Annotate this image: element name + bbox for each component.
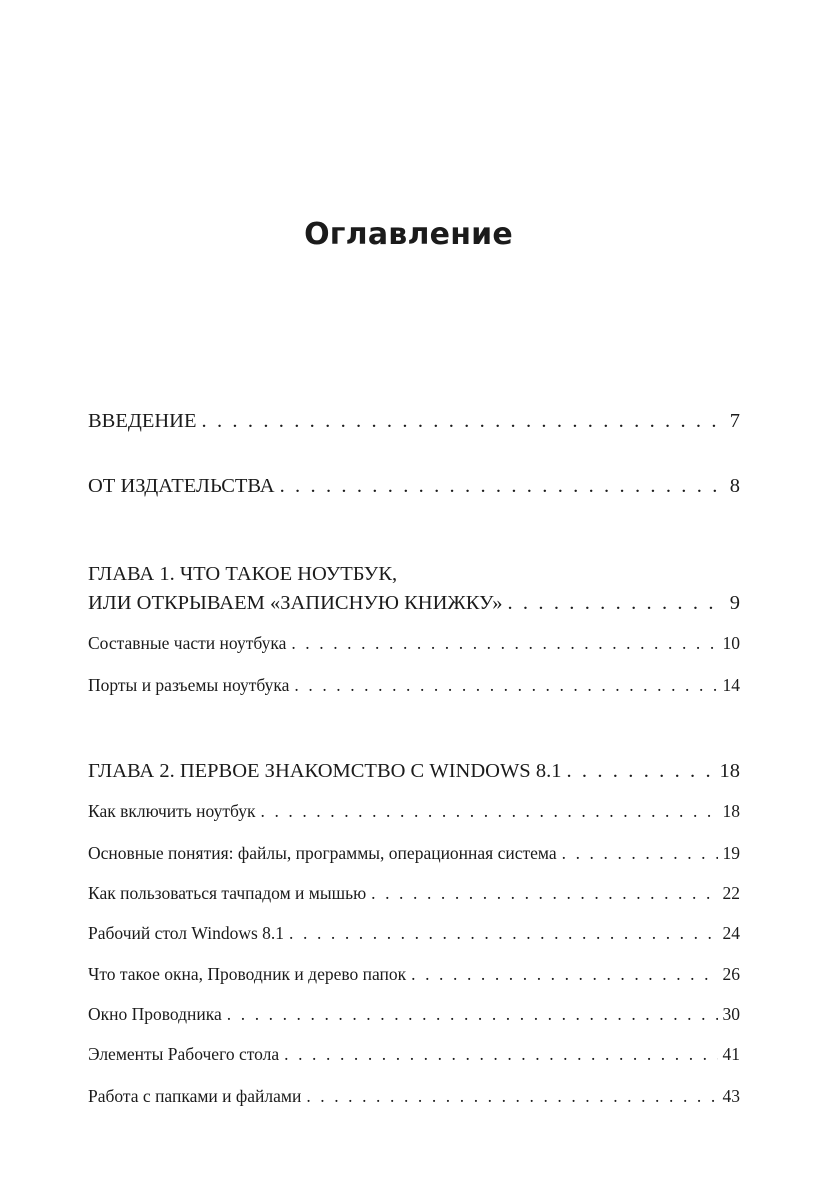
toc-entry-label: Работа с папками и файлами bbox=[88, 1086, 302, 1106]
toc-entry-section[interactable] bbox=[88, 1003, 740, 1025]
toc-entry-label: Элементы Рабочего стола bbox=[88, 1044, 280, 1064]
dot-leader bbox=[507, 590, 724, 616]
toc-entry-section[interactable] bbox=[88, 800, 740, 822]
dot-leader bbox=[227, 1003, 718, 1025]
toc-page-number: 7 bbox=[729, 410, 740, 432]
dot-leader bbox=[291, 632, 717, 654]
toc-page-number: 26 bbox=[722, 964, 740, 984]
toc-page-number: 14 bbox=[722, 675, 740, 695]
toc-entry-section[interactable] bbox=[88, 882, 740, 904]
toc-entry-section[interactable] bbox=[88, 632, 740, 654]
toc-entry-label: ГЛАВА 2. ПЕРВОЕ ЗНАКОМСТВО С WINDOWS 8.1 bbox=[88, 760, 562, 782]
toc-page-number: 22 bbox=[722, 883, 740, 903]
toc-entry-chapter-1[interactable] bbox=[88, 590, 740, 616]
toc-entry-intro[interactable] bbox=[88, 408, 740, 434]
toc-entry-chapter-2[interactable] bbox=[88, 758, 740, 784]
toc-entry-label: Составные части ноутбука bbox=[88, 633, 287, 653]
toc-page-number: 9 bbox=[729, 592, 740, 614]
toc-page-number: 8 bbox=[729, 475, 740, 497]
toc-entry-section[interactable] bbox=[88, 1043, 740, 1065]
dot-leader bbox=[566, 758, 714, 784]
toc-entry-section[interactable] bbox=[88, 1085, 740, 1107]
chapter-1-title-line-1[interactable]: ГЛАВА 1. ЧТО ТАКОЕ НОУТБУК, bbox=[88, 563, 398, 585]
dot-leader bbox=[562, 842, 718, 864]
toc-entry-label: Как включить ноутбук bbox=[88, 801, 256, 821]
toc-entry-section[interactable] bbox=[88, 674, 740, 696]
toc-entry-publisher[interactable] bbox=[88, 473, 740, 499]
toc-entry-label: ИЛИ ОТКРЫВАЕМ «ЗАПИСНУЮ КНИЖКУ» bbox=[88, 592, 503, 614]
toc-entry-label: Рабочий стол Windows 8.1 bbox=[88, 923, 285, 943]
dot-leader bbox=[371, 882, 717, 904]
toc-entry-section[interactable] bbox=[88, 922, 740, 944]
toc-page-number: 43 bbox=[722, 1086, 740, 1106]
dot-leader bbox=[306, 1085, 717, 1107]
dot-leader bbox=[294, 674, 717, 696]
toc-page-number: 30 bbox=[722, 1004, 740, 1024]
toc-page-number: 41 bbox=[722, 1044, 740, 1064]
toc-entry-section[interactable] bbox=[88, 963, 740, 985]
toc-entry-label: Основные понятия: файлы, программы, операционная система bbox=[88, 843, 557, 863]
dot-leader bbox=[202, 408, 725, 434]
toc-entry-section[interactable] bbox=[88, 842, 740, 864]
toc-page-number: 18 bbox=[719, 760, 740, 782]
toc-page-number: 19 bbox=[722, 843, 740, 863]
page-title: Оглавление bbox=[304, 217, 513, 253]
dot-leader bbox=[261, 800, 718, 822]
toc-entry-label: ВВЕДЕНИЕ bbox=[88, 410, 197, 432]
toc-entry-label: Что такое окна, Проводник и дерево папок bbox=[88, 964, 407, 984]
toc-entry-label: Порты и разъемы ноутбука bbox=[88, 675, 290, 695]
dot-leader bbox=[289, 922, 717, 944]
dot-leader bbox=[411, 963, 717, 985]
dot-leader bbox=[284, 1043, 717, 1065]
toc-page-number: 10 bbox=[722, 633, 740, 653]
toc-page-number: 18 bbox=[722, 801, 740, 821]
toc-entry-label: Окно Проводника bbox=[88, 1004, 222, 1024]
toc-page-number: 24 bbox=[722, 923, 740, 943]
toc-entry-label: ОТ ИЗДАТЕЛЬСТВА bbox=[88, 475, 275, 497]
dot-leader bbox=[280, 473, 725, 499]
toc-entry-label: Как пользоваться тачпадом и мышью bbox=[88, 883, 367, 903]
